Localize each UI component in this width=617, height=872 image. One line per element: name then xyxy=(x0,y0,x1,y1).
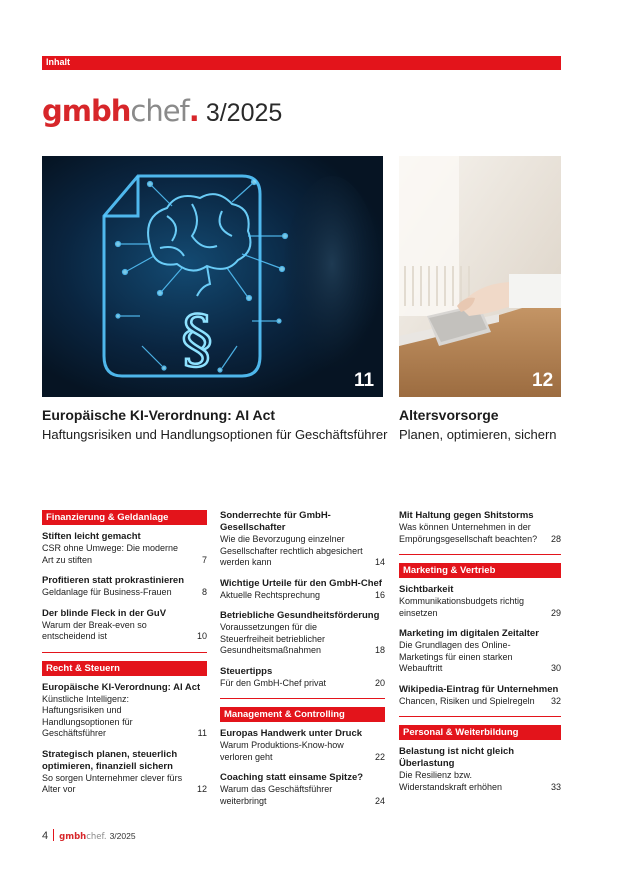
feature-page-number: 11 xyxy=(354,370,375,391)
toc-entry-title: Profitieren statt prokrastinieren xyxy=(42,575,185,586)
toc-entry-page: 14 xyxy=(374,557,385,567)
divider xyxy=(399,554,561,555)
toc-entry-description: Warum das Geschäftsführer weiterbringt xyxy=(220,784,333,806)
toc-entry-description: Die Grundlagen des Online-Marketings für einen starken Webauftritt xyxy=(399,640,513,673)
divider xyxy=(399,716,561,717)
toc-entry[interactable] xyxy=(220,666,385,690)
toc-entry-title: Coaching statt einsame Spitze? xyxy=(220,772,364,783)
toc-entry-description: Warum der Break-even so entscheidend ist xyxy=(42,619,147,641)
toc-column-3 xyxy=(399,510,561,802)
toc-entry-description: Aktuelle Rechtsprechung xyxy=(220,589,321,600)
divider xyxy=(42,652,207,653)
toc-entry[interactable] xyxy=(42,749,207,796)
divider xyxy=(220,698,385,699)
issue-number: 3/2025 xyxy=(205,99,283,127)
toc-entry[interactable] xyxy=(220,510,385,569)
toc-entry-page: 29 xyxy=(550,607,561,618)
toc-entry-title: Der blinde Fleck in der GuV xyxy=(42,607,167,619)
toc-entry-description: Was können Unternehmen in der Empörungsgesellschaft beachten? xyxy=(399,522,538,544)
toc-entry-page: 22 xyxy=(374,751,385,762)
masthead xyxy=(42,94,282,134)
brand-logo-dot: . xyxy=(188,94,200,128)
footer-page-number: 4 xyxy=(42,830,49,842)
toc-entry-description: Wie die Bevorzugung einzelner Gesellschafter rechtlich abgesichert werden kann xyxy=(220,534,363,567)
feature-page-number: 12 xyxy=(532,370,554,391)
footer-issue: 3/2025 xyxy=(109,831,136,841)
feature-image-ai-act[interactable] xyxy=(42,156,383,397)
toc-entry-page: 12 xyxy=(196,784,207,794)
toc-entry-title: Sichtbarkeit xyxy=(399,584,454,595)
toc-entry-page: 28 xyxy=(550,533,561,544)
toc-entry-description: So sorgen Unternehmer clever fürs Alter vor xyxy=(42,772,183,794)
toc-entry[interactable] xyxy=(42,682,207,740)
toc-entry-title: Steuertipps xyxy=(220,665,273,677)
toc-entry-page: 20 xyxy=(374,677,385,688)
laptop-photo xyxy=(399,156,561,397)
toc-entry-title: Sonderrechte für GmbH-Gesellschafter xyxy=(220,510,331,533)
toc-entry-page: 10 xyxy=(196,631,207,641)
toc-entry-title: Mit Haltung gegen Shitstorms xyxy=(399,510,534,521)
toc-entry-page: 16 xyxy=(374,589,385,600)
section-heading-marketing: Marketing & Vertrieb xyxy=(399,563,561,578)
footer-logo-chef: chef. xyxy=(86,832,107,842)
toc-entry-page: 24 xyxy=(374,795,385,806)
toc-entry-page: 8 xyxy=(201,587,207,597)
toc-entry-description: Geldanlage für Business-Frauen xyxy=(42,587,172,597)
toc-entry[interactable] xyxy=(220,610,385,657)
toc-entry-page: 33 xyxy=(550,781,561,792)
toc-entry[interactable] xyxy=(42,608,207,643)
toc-entry[interactable] xyxy=(399,510,561,545)
page-footer xyxy=(42,829,136,842)
feature-title[interactable]: Altersvorsorge xyxy=(399,407,499,423)
toc-entry-title: Strategisch planen, steuerlich optimieren, finanziell sichern xyxy=(42,748,178,772)
section-label-bar xyxy=(42,56,561,70)
toc-entry[interactable] xyxy=(399,684,561,708)
toc-entry-title: Betriebliche Gesundheitsförderung xyxy=(220,610,380,621)
toc-entry-description: Für den GmbH-Chef privat xyxy=(220,677,327,688)
toc-entry[interactable] xyxy=(220,772,385,807)
toc-entry-description: CSR ohne Umwege: Die moderne Art zu stiften xyxy=(42,543,179,565)
toc-entry[interactable] xyxy=(220,728,385,763)
toc-entry-title: Marketing im digitalen Zeitalter xyxy=(399,628,539,639)
toc-entry[interactable] xyxy=(399,628,561,675)
toc-entry-description: Die Resilienz bzw. Widerstandskraft erhöhen xyxy=(399,770,503,792)
brand-logo-chef: chef xyxy=(130,94,189,128)
footer-logo-gmbh: gmbh xyxy=(59,832,87,842)
ai-brain-illustration xyxy=(42,156,383,397)
toc-entry[interactable] xyxy=(399,746,561,793)
footer-separator xyxy=(53,829,54,841)
svg-text:§: § xyxy=(181,303,213,377)
toc-entry-page: 30 xyxy=(550,663,561,673)
feature-subtitle: Planen, optimieren, sichern xyxy=(399,427,557,442)
feature-image-altersvorsorge[interactable] xyxy=(399,156,561,397)
toc-column-2 xyxy=(220,510,385,816)
toc-entry-title: Europas Handwerk unter Druck xyxy=(220,728,363,739)
toc-entry-description: Künstliche Intelligenz: Haftungsrisiken und Handlungsoptionen für Geschäftsführer xyxy=(42,693,133,738)
brand-logo-gmbh: gmbh xyxy=(42,94,131,128)
toc-entry-page: 32 xyxy=(550,695,561,706)
feature-subtitle: Haftungsrisiken und Handlungsoptionen für Geschäftsführer xyxy=(42,427,388,442)
toc-entry-page: 18 xyxy=(374,645,385,655)
toc-entry[interactable] xyxy=(42,575,207,599)
toc-entry-description: Warum Produktions-Know-how verloren geht xyxy=(220,740,344,762)
toc-entry[interactable] xyxy=(220,578,385,602)
section-heading-management: Management & Controlling xyxy=(220,707,385,722)
toc-entry-title: Wikipedia-Eintrag für Unternehmen xyxy=(399,683,559,695)
toc-entry-page: 11 xyxy=(197,728,207,738)
toc-entry-description: Kommunikationsbudgets richtig einsetzen xyxy=(399,596,525,618)
toc-entry[interactable] xyxy=(399,584,561,619)
toc-entry-title: Stiften leicht gemacht xyxy=(42,531,141,542)
section-label: Inhalt xyxy=(46,57,70,67)
toc-entry-description: Voraussetzungen für die Steuerfreiheit betrieblicher Gesundheitsmaßnahmen xyxy=(220,622,326,655)
toc-column-1 xyxy=(42,510,207,805)
toc-entry-title: Europäische KI-Verordnung: AI Act xyxy=(42,681,201,693)
toc-entry-page: 7 xyxy=(201,554,207,565)
section-heading-finanzierung: Finanzierung & Geldanlage xyxy=(42,510,207,525)
toc-entry-title: Wichtige Urteile für den GmbH-Chef xyxy=(220,577,382,589)
toc-entry-title: Belastung ist nicht gleich Überlastung xyxy=(399,746,515,769)
section-heading-recht: Recht & Steuern xyxy=(42,661,207,676)
feature-title[interactable]: Europäische KI-Verordnung: AI Act xyxy=(42,407,276,423)
toc-entry[interactable] xyxy=(42,531,207,566)
section-heading-personal: Personal & Weiterbildung xyxy=(399,725,561,740)
toc-entry-description: Chancen, Risiken und Spielregeln xyxy=(399,695,535,706)
